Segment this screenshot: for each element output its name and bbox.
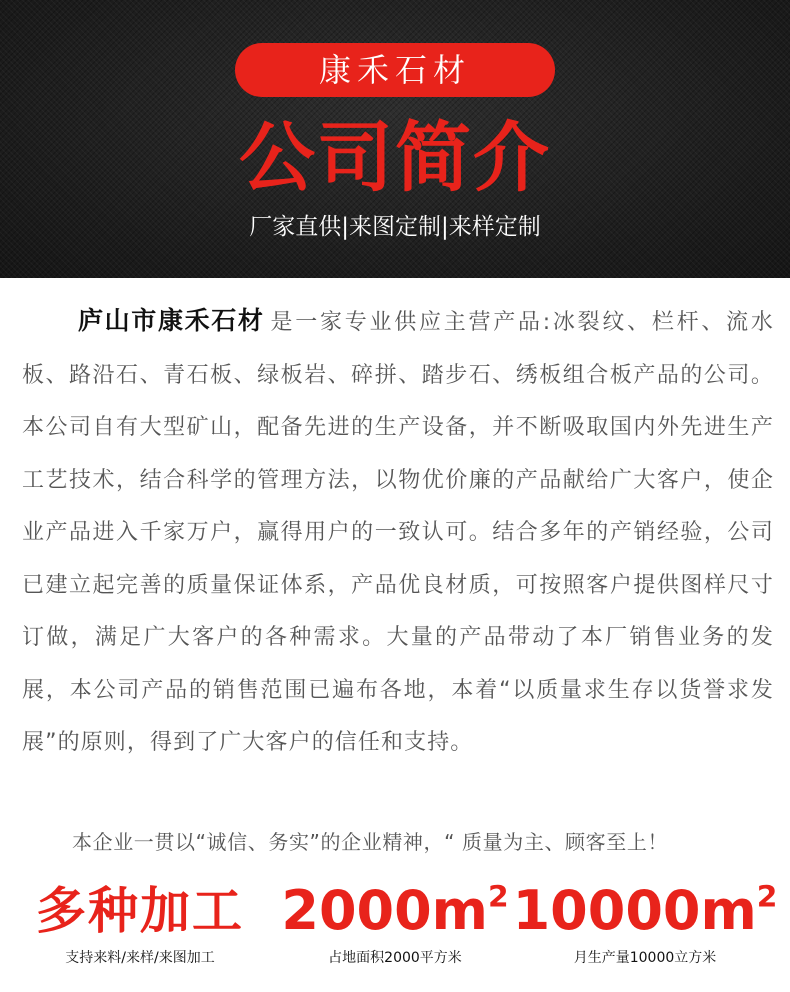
stat-processing-value: 多种加工 — [36, 882, 244, 940]
stat-area-value: $2000m^2$ — [281, 879, 509, 942]
stat-output-label: 月生产量10000立方米 — [573, 950, 717, 966]
stat-area — [280, 878, 510, 970]
company-name: 庐山市康禾石材 — [78, 306, 265, 335]
tagline: 厂家直供|来图定制|来样定制 — [249, 214, 541, 240]
stat-processing-label: 支持来料/来样/来图加工 — [65, 950, 215, 966]
closing-statement: 本企业一贯以“诚信、务实”的企业精神，“ 质量为主、顾客至上！ — [72, 830, 669, 854]
stat-output-unit-exponent: 2 — [756, 879, 778, 915]
stat-area-label: 占地面积2000平方米 — [328, 950, 462, 966]
stat-area-unit-exponent: 2 — [487, 879, 509, 915]
brand-badge: 康禾石材 — [235, 43, 555, 97]
stat-output — [512, 878, 778, 970]
page-title: 公司简介 — [239, 113, 551, 202]
stat-output-value: $10000m^2$ — [512, 879, 778, 942]
stat-processing — [20, 878, 260, 970]
intro-text: 是一家专业供应主营产品:冰裂纹、栏杆、流水板、路沿石、青石板、绿板岩、碎拼、踏步石、绣板组合板产品的公司。本公司自有大型矿山，配备先进的生产设备，并不断吸取国内外先进生产工艺技术，结合科学的管理方法，以物优价廉的产品献给广大客户，使企业产品进入千家万户，赢得用户的一致认可。结合多年的产销经验，公司已建立起完善的质量保证体系，产品优良材质，可按照客户提供图样尺寸订做，满足广大客户的各种需求。大量的产品带动了本厂销售业务的发展，本公司产品的销售范围已遍布各地，本着“以质量求生存以货誉求发展”的原则，得到了广大客户的信任和支持。 — [22, 310, 774, 755]
company-intro — [22, 295, 774, 770]
hero-banner — [0, 0, 790, 278]
